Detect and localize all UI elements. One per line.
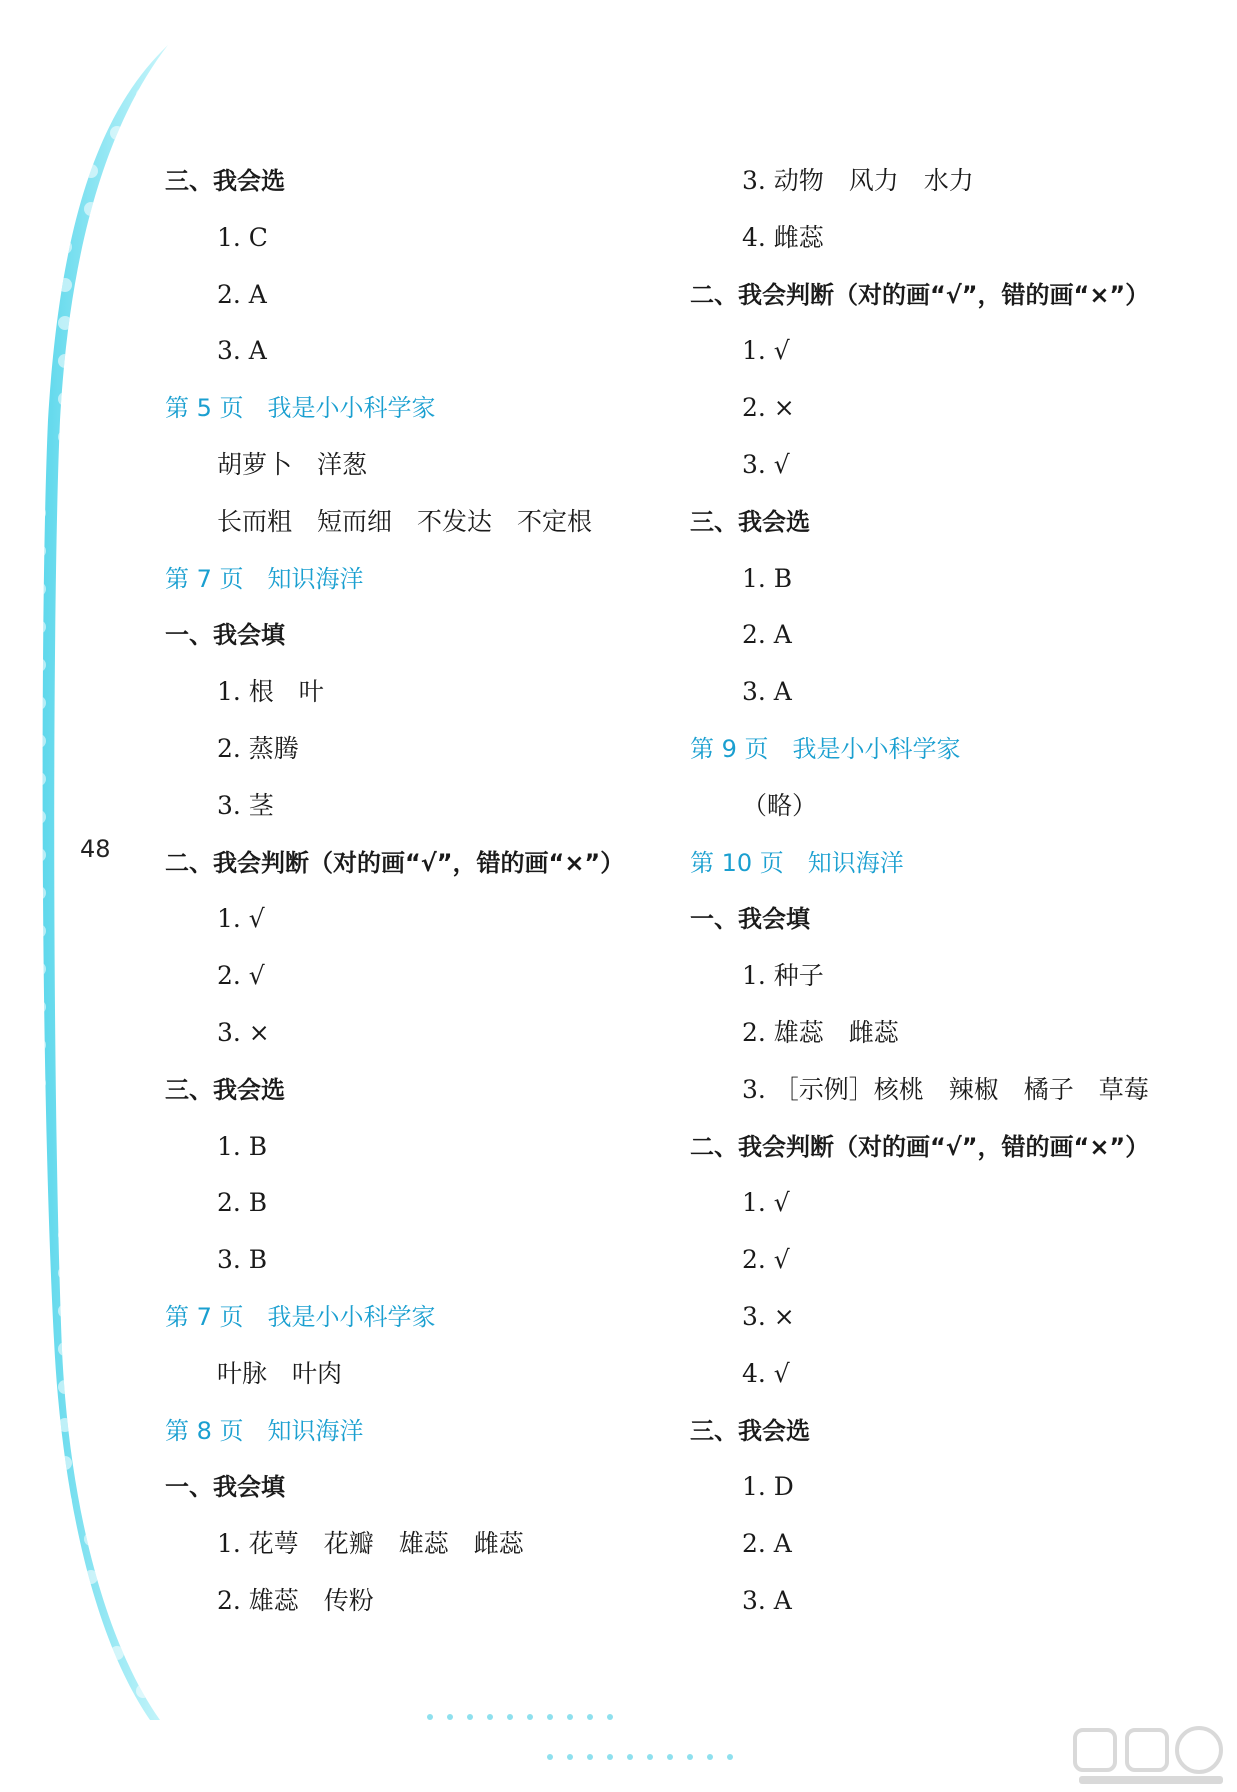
answer-line: 3. A (742, 1586, 792, 1615)
answer-line: 4. √ (742, 1358, 790, 1388)
watermark-logo (1071, 1724, 1231, 1788)
page-section-heading: 第 7 页 知识海洋 (165, 564, 364, 593)
decorative-side-band (0, 0, 170, 1792)
page-section-heading: 第 10 页 知识海洋 (690, 848, 904, 877)
decorative-dots (420, 1705, 760, 1775)
answer-line: 3. × (742, 1302, 795, 1331)
section-heading: 一、我会填 (165, 1473, 285, 1502)
answer-line: 1. 根 叶 (217, 677, 324, 707)
answer-line: 3. √ (742, 450, 790, 479)
answer-line: 2. 蒸腾 (217, 734, 299, 763)
section-heading: 一、我会填 (690, 905, 810, 934)
section-heading: 二、我会判断（对的画“√”，错的画“×”） (690, 1132, 1150, 1161)
answer-line: 2. 雄蕊 传粉 (217, 1586, 374, 1615)
section-heading: 三、我会选 (690, 507, 810, 536)
page-section-heading: 第 5 页 我是小小科学家 (165, 394, 436, 423)
section-heading: 三、我会选 (165, 167, 285, 195)
section-heading: 三、我会选 (165, 1075, 285, 1104)
answer-line: 3. A (217, 336, 267, 366)
answer-line: （略） (742, 790, 818, 820)
answer-line: 1. D (742, 1472, 794, 1502)
answer-line: 3. × (217, 1018, 270, 1047)
answer-line: 3. B (217, 1245, 268, 1275)
answer-line: 3. 动物 风力 水力 (742, 166, 974, 195)
page-number: 48 (80, 835, 111, 863)
answer-line: 1. √ (742, 1188, 790, 1218)
answer-line: 2. × (742, 393, 795, 423)
answer-line: 2. A (742, 1529, 792, 1559)
page-section-heading: 第 8 页 知识海洋 (165, 1416, 364, 1445)
answer-line: 1. 种子 (742, 961, 824, 991)
answer-line: 1. B (742, 563, 793, 593)
answer-line: 长而粗 短而细 不发达 不定根 (217, 506, 593, 536)
answer-line: 2. A (742, 620, 792, 650)
answer-line: 2. A (217, 279, 267, 309)
answer-line: 叶脉 叶肉 (217, 1358, 343, 1388)
section-heading: 三、我会选 (690, 1416, 810, 1445)
answer-line: 1. √ (742, 336, 790, 366)
section-heading: 二、我会判断（对的画“√”，错的画“×”） (165, 848, 625, 877)
answer-line: 3. 茎 (217, 790, 274, 820)
answer-line: 1. C (217, 222, 268, 252)
answer-line: 2. √ (742, 1245, 790, 1275)
section-heading: 一、我会填 (165, 621, 285, 650)
answer-line: 3. A (742, 677, 792, 707)
answer-line: 2. B (217, 1188, 268, 1218)
answer-line: 1. 花萼 花瓣 雄蕊 雌蕊 (217, 1529, 524, 1559)
page-section-heading: 第 7 页 我是小小科学家 (165, 1303, 436, 1331)
answer-line: 胡萝卜 洋葱 (217, 450, 368, 479)
answer-line: 1. √ (217, 904, 265, 934)
answer-line: 2. √ (217, 961, 265, 991)
answer-line: 4. 雌蕊 (742, 222, 824, 252)
answer-line: 2. 雄蕊 雌蕊 (742, 1018, 899, 1047)
answer-line: 3. ［示例］核桃 辣椒 橘子 草莓 (742, 1074, 1149, 1104)
page-section-heading: 第 9 页 我是小小科学家 (690, 735, 961, 763)
answer-line: 1. B (217, 1131, 268, 1161)
section-heading: 二、我会判断（对的画“√”，错的画“×”） (690, 280, 1150, 309)
